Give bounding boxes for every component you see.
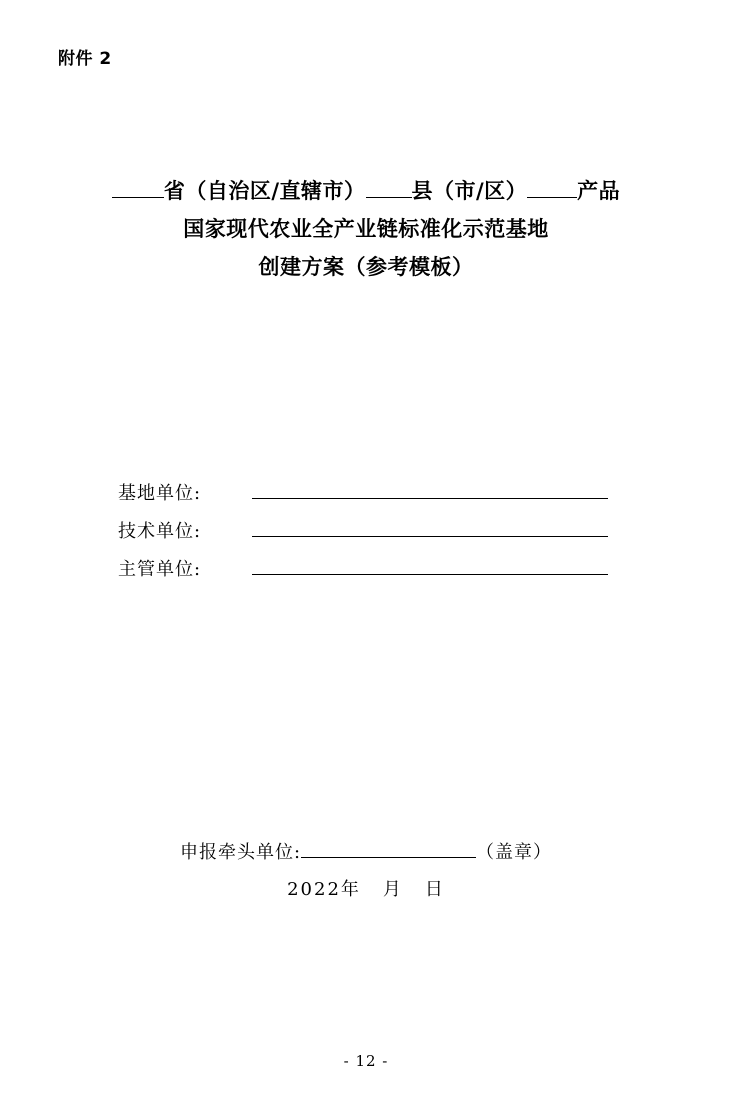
unit-row-supervisor: [118, 554, 618, 592]
date-year-value[interactable]: 2022: [287, 879, 341, 900]
lead-unit-row: [0, 836, 732, 870]
attachment-label: 附件 2: [58, 49, 112, 69]
date-day-unit: 日: [424, 879, 445, 900]
title-text-product: 产品: [577, 178, 621, 203]
date-row: [0, 870, 732, 910]
date-month-unit: 月: [382, 879, 403, 900]
unit-row-base: [118, 478, 618, 516]
unit-label-tech: 技术单位:: [118, 521, 202, 542]
lead-unit-input[interactable]: [301, 857, 476, 858]
unit-input-supervisor[interactable]: [252, 554, 608, 575]
lead-unit-seal-note: （盖章）: [476, 842, 553, 863]
title-line-3: 创建方案（参考模板）: [258, 254, 474, 279]
title-text-county: 县（市/区）: [411, 178, 528, 203]
unit-input-base[interactable]: [252, 478, 608, 499]
unit-label-base: 基地单位:: [118, 483, 202, 504]
title-text-province: 省（自治区/直辖市）: [163, 178, 366, 203]
document-title-block: [0, 172, 732, 286]
lead-unit-block: [0, 836, 732, 910]
title-blank-product: [527, 197, 577, 198]
title-blank-county: [366, 197, 412, 198]
title-line-1: [0, 172, 732, 210]
title-blank-province: [112, 197, 164, 198]
title-line-2: 国家现代农业全产业链标准化示范基地: [183, 216, 549, 241]
lead-unit-label: 申报牵头单位:: [179, 842, 302, 863]
unit-fields: [118, 478, 618, 592]
page-number: - 12 -: [343, 1052, 389, 1070]
date-year-unit: 年: [340, 879, 361, 900]
unit-row-tech: [118, 516, 618, 554]
unit-label-supervisor: 主管单位:: [118, 559, 202, 580]
unit-input-tech[interactable]: [252, 516, 608, 537]
